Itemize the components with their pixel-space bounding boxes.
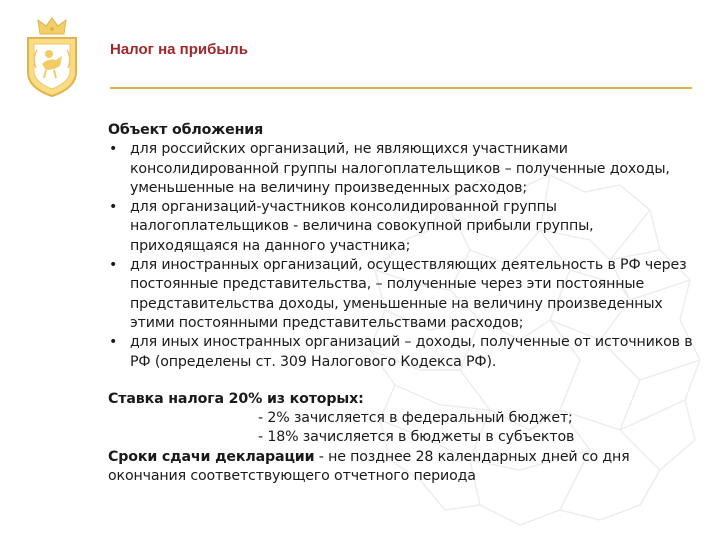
list-item: • для организаций-участников консолидированной группы налогоплательщиков - величина совокупной прибыли группы, приходящаяся на данного участника; (108, 198, 698, 256)
deadline-label: Сроки сдачи декларации (108, 448, 315, 465)
rate-line-regional: - 18% зачисляется в бюджеты в субъектов (258, 429, 575, 446)
rate-heading: Ставка налога 20% из которых: (108, 390, 364, 407)
section-spacer (108, 372, 698, 390)
list-item: • для иностранных организаций, осуществляющих деятельность в РФ через постоянные представительства, – полученные через эти постоянные представительства доходы, уменьшенные на величину произведенных этими постоянными представительствами расходов; (108, 256, 698, 333)
content-body (108, 121, 698, 486)
object-list (108, 140, 698, 372)
deadline-text: - не позднее 28 календарных дней со дня окончания соответствующего отчетного периода (108, 448, 630, 485)
header-divider (110, 87, 692, 89)
object-heading: Объект обложения (108, 122, 264, 138)
moscow-oblast-coat-of-arms-icon (24, 16, 80, 100)
page-title: Налог на прибыль (110, 41, 248, 58)
list-item: • для российских организаций, не являющихся участниками консолидированной группы налогоплательщиков – полученные доходы, уменьшенные на величину произведенных расходов; (108, 140, 698, 198)
list-item: • для иных иностранных организаций – доходы, полученные от источников в РФ (определены ст. 309 Налогового Кодекса РФ). (108, 333, 698, 372)
rate-line-federal: - 2% зачисляется в федеральный бюджет; (258, 410, 573, 427)
deadline-paragraph (108, 448, 698, 487)
